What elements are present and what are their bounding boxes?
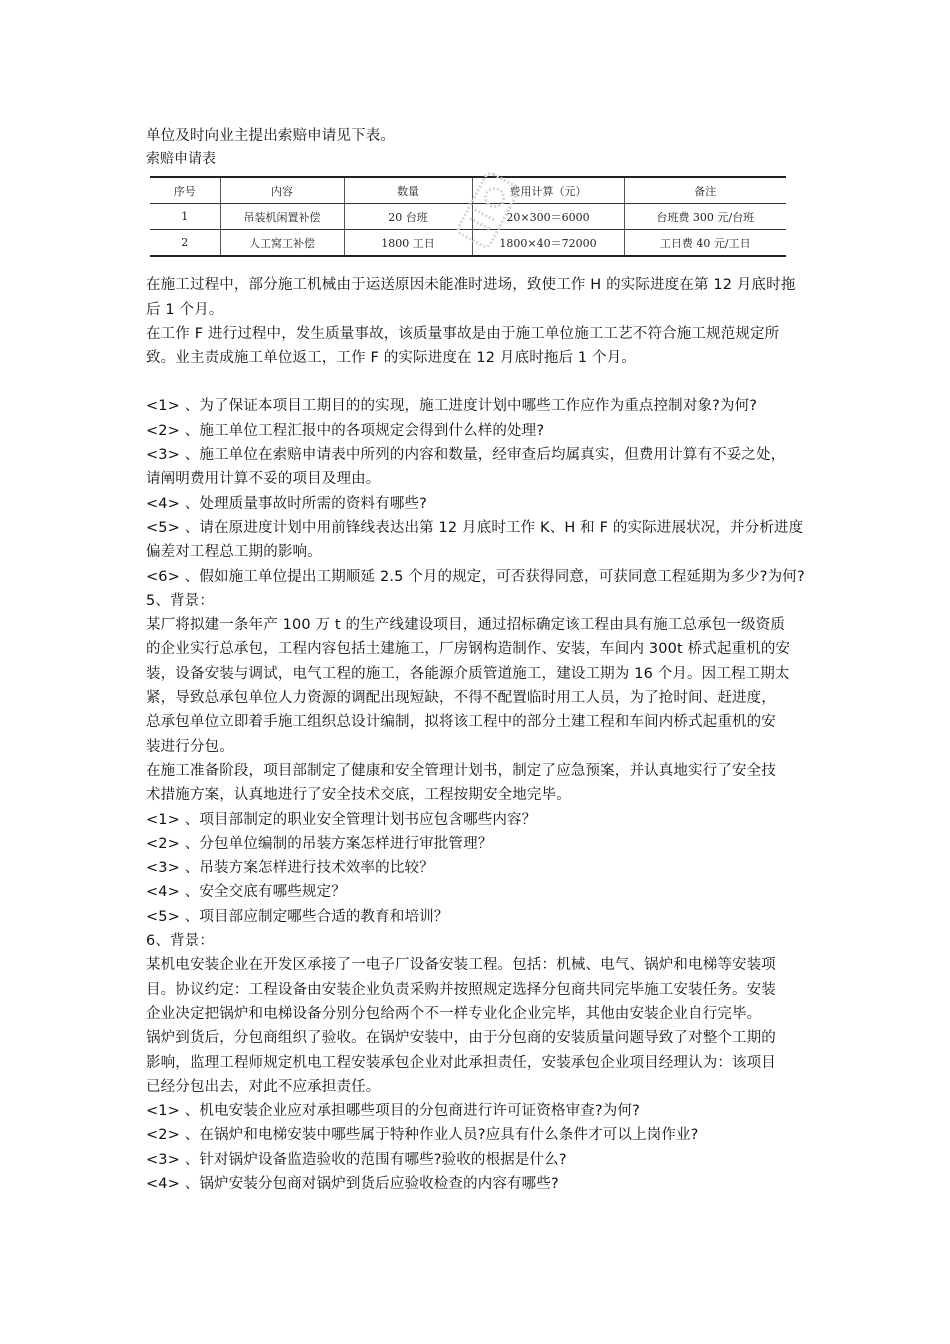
text-line: <2> 、在锅炉和电梯安装中哪些属于特种作业人员?应具有什么条件才可以上岗作业? bbox=[146, 1127, 699, 1144]
table-cell: 1800×40＝72000 bbox=[472, 230, 624, 257]
text-line: 某厂将拟建一条年产 100 万 t 的生产线建设项目，通过招标确定该工程由具有施工总承包一级资质 bbox=[146, 617, 785, 634]
text-line: 锅炉到货后，分包商组织了验收。在锅炉安装中，由于分包商的安装质量问题导致了对整个工期的 bbox=[146, 1030, 776, 1047]
text-line: 后 1 个月。 bbox=[146, 301, 224, 318]
text-line: 总承包单位立即着手施工组织总设计编制，拟将该工程中的部分土建工程和车间内桥式起重机的安 bbox=[146, 714, 776, 731]
text-line: 已经分包出去，对此不应承担责任。 bbox=[146, 1078, 381, 1095]
spacer bbox=[146, 370, 812, 394]
table-header-row bbox=[150, 177, 786, 204]
text-line: <3> 、针对锅炉设备监造验收的范围有哪些?验收的根据是什么? bbox=[146, 1151, 567, 1168]
table-cell: 人工窝工补偿 bbox=[220, 230, 344, 257]
text-line: <6> 、假如施工单位提出工期顺延 2.5 个月的规定，可否获得同意，可获同意工程延期为多少?为何? bbox=[146, 568, 805, 585]
text-line: <1> 、为了保证本项目工期目的的实现，施工进度计划中哪些工作应作为重点控制对象?为何? bbox=[146, 398, 758, 415]
text-line: 的企业实行总承包，工程内容包括土建施工，厂房钢构造制作、安装，车间内 300t 桥式起重机的安 bbox=[146, 641, 791, 658]
text-line: <3> 、施工单位在索赔申请表中所列的内容和数量，经审查后均属真实，但费用计算有不妥之处， bbox=[146, 447, 786, 464]
text-line: 请阐明费用计算不妥的项目及理由。 bbox=[146, 471, 381, 488]
text-line: <1> 、机电安装企业应对承担哪些项目的分包商进行许可证资格审查?为何? bbox=[146, 1103, 640, 1120]
paragraph-block-2 bbox=[146, 394, 812, 1196]
text-line: 致。业主责成施工单位返工，工作 F 的实际进度在 12 月底时拖后 1 个月。 bbox=[146, 350, 637, 367]
table-cell: 吊装机闲置补偿 bbox=[220, 204, 344, 230]
text-line: <4> 、锅炉安装分包商对锅炉到货后应验收检查的内容有哪些? bbox=[146, 1175, 559, 1192]
text-line: <4> 、处理质量事故时所需的资料有哪些? bbox=[146, 495, 427, 512]
header-cell: 备注 bbox=[624, 177, 786, 204]
text-line: 目。协议约定：工程设备由安装企业负责采购并按照规定选择分包商共同完毕施工安装任务。安装 bbox=[146, 981, 776, 998]
text-line: <4> 、安全交底有哪些规定？ bbox=[146, 884, 346, 901]
table-caption: 索赔申请表 bbox=[146, 151, 216, 168]
text-line: 偏差对工程总工期的影响。 bbox=[146, 544, 322, 561]
table-row bbox=[150, 204, 786, 230]
table-cell: 20 台班 bbox=[344, 204, 472, 230]
text-line: <2> 、施工单位工程汇报中的各项规定会得到什么样的处理? bbox=[146, 422, 545, 439]
header-cell: 内容 bbox=[220, 177, 344, 204]
text-line: 在施工过程中，部分施工机械由于运送原因未能准时进场，致使工作 H 的实际进度在第 12 月底时拖 bbox=[146, 277, 796, 294]
text-line: <5> 、项目部应制定哪些合适的教育和培训？ bbox=[146, 908, 449, 925]
table-cell: 1800 工日 bbox=[344, 230, 472, 257]
text-line: 紧，导致总承包单位人力资源的调配出现短缺，不得不配置临时用工人员，为了抢时间、赶进度， bbox=[146, 690, 776, 707]
text-line: <2> 、分包单位编制的吊装方案怎样进行审批管理？ bbox=[146, 835, 493, 852]
text-line: 6、背景： bbox=[146, 933, 214, 950]
text-line: 术措施方案，认真地进行了安全技术交底，工程按期安全地完毕。 bbox=[146, 787, 571, 804]
header-cell: 数量 bbox=[344, 177, 472, 204]
text-line: 影响，监理工程师规定机电工程安装承包企业对此承担责任，安装承包企业项目经理认为：该项目 bbox=[146, 1054, 776, 1071]
text-line: 装进行分包。 bbox=[146, 738, 234, 755]
claim-table-wrapper bbox=[150, 176, 786, 257]
text-line: <5> 、请在原进度计划中用前锋线表达出第 12 月底时工作 K、H 和 F 的实际进展状况，并分析进度 bbox=[146, 519, 804, 536]
header-cell: 费用计算（元） bbox=[472, 177, 624, 204]
table-cell: 20×300＝6000 bbox=[472, 204, 624, 230]
table-row bbox=[150, 230, 786, 257]
text-line: 5、背景： bbox=[146, 592, 214, 609]
header-cell: 序号 bbox=[173, 184, 196, 198]
text-line: <3> 、吊装方案怎样进行技术效率的比较？ bbox=[146, 860, 434, 877]
text-line: 企业决定把锅炉和电梯设备分别分包给两个不一样专业化企业完毕，其他由安装企业自行完毕。 bbox=[146, 1005, 762, 1022]
table-cell: 2 bbox=[181, 236, 189, 250]
text-line: 在施工准备阶段，项目部制定了健康和安全管理计划书，制定了应急预案，并认真地实行了安全技 bbox=[146, 762, 776, 779]
text-line: <1> 、项目部制定的职业安全管理计划书应包含哪些内容？ bbox=[146, 811, 537, 828]
text-line: 在工作 F 进行过程中，发生质量事故，该质量事故是由于施工单位施工工艺不符合施工规范规定所 bbox=[146, 325, 780, 342]
intro-text: 单位及时向业主提出索赔申请见下表。 bbox=[146, 128, 396, 144]
table-cell: 1 bbox=[181, 210, 189, 224]
table-cell: 台班费 300 元/台班 bbox=[624, 204, 786, 230]
table-cell: 工日费 40 元/工日 bbox=[624, 230, 786, 257]
paragraph-block-1 bbox=[146, 273, 812, 370]
text-line: 装，设备安装与调试，电气工程的施工，各能源介质管道施工，建设工期为 16 个月。因工程工期太 bbox=[146, 665, 790, 682]
claim-table bbox=[150, 176, 786, 257]
text-line: 某机电安装企业在开发区承接了一电子厂设备安装工程。包括：机械、电气、锅炉和电梯等安装项 bbox=[146, 957, 776, 974]
document-page bbox=[146, 124, 812, 1196]
